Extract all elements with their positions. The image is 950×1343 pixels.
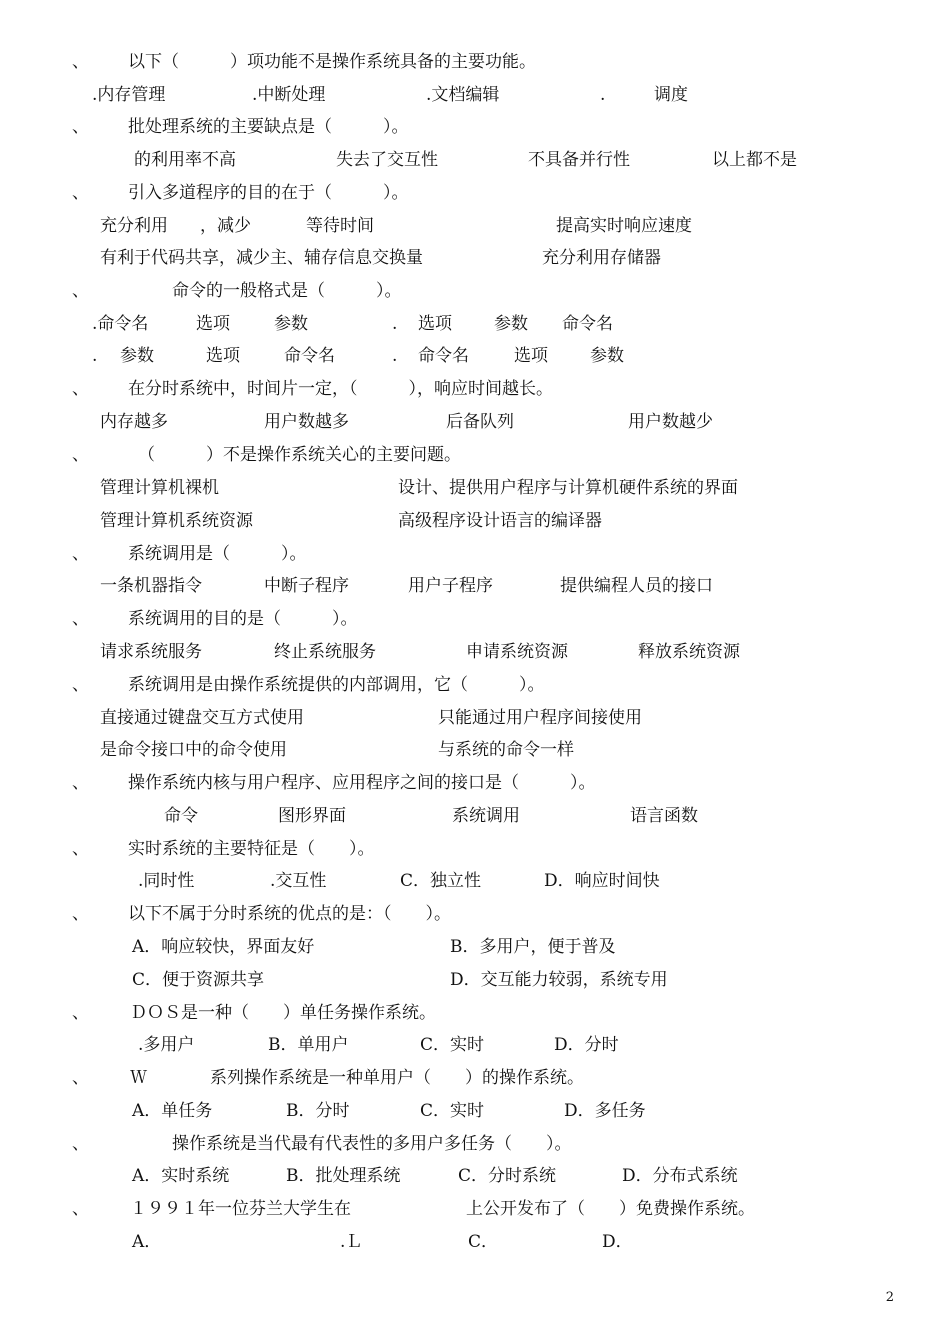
question-text: ＤＯＳ是一种（ ）单任务操作系统。 [130,1003,436,1023]
question-text: 操作系统是当代最有代表性的多用户多任务（ ）。 [172,1134,572,1154]
option: 提高实时响应速度 [556,216,692,236]
question-number-mark: 、 [72,183,89,203]
option: 只能通过用户程序间接使用 [438,708,642,728]
option: A．响应较快，界面友好 [132,937,315,957]
option: . [392,346,398,366]
question-number-mark: 、 [72,544,89,564]
question-text: 系统调用的目的是（ ）。 [128,609,358,629]
option-row [0,637,950,667]
question-number-mark: 、 [72,609,89,629]
option: 内存越多 [100,412,168,432]
option: . [92,346,98,366]
option: 管理计算机裸机 [100,478,219,498]
question-stem [0,1063,950,1093]
question-stem [0,276,950,306]
question-stem [0,604,950,634]
option: 语言函数 [630,806,698,826]
question-text: 命令的一般格式是（ ）。 [172,281,402,301]
option: 中断子程序 [264,576,349,596]
option: 系统调用 [452,806,520,826]
option: A．单任务 [132,1101,213,1121]
option-row [0,80,950,110]
question-number-mark: 、 [72,675,89,695]
option: B．分时 [286,1101,350,1121]
option: C．分时系统 [458,1166,557,1186]
option: 直接通过键盘交互方式使用 [100,708,304,728]
question-stem [0,834,950,864]
option-row [0,703,950,733]
option: 有利于代码共享，减少主、辅存信息交换量 [100,248,423,268]
option: 参数 [274,314,308,334]
question-number-mark: 、 [72,52,89,72]
question-number-mark: 、 [72,445,89,465]
question-text: 上公开发布了（ ）免费操作系统。 [466,1199,755,1219]
question-stem [0,998,950,1028]
option: C． [468,1232,499,1252]
option: 选项 [206,346,240,366]
question-stem [0,47,950,77]
option: 的利用率不高 [134,150,236,170]
option: A．实时系统 [132,1166,230,1186]
option: B．多用户，便于普及 [450,937,616,957]
question-text: 实时系统的主要特征是（ ）。 [128,839,375,859]
question-text: 系统调用是由操作系统提供的内部调用，它（ ）。 [128,675,545,695]
option: 用户子程序 [408,576,493,596]
question-stem [0,539,950,569]
option: 选项 [418,314,452,334]
question-number-mark: 、 [72,117,89,137]
question-number-mark: 、 [72,379,89,399]
option: 参数 [494,314,528,334]
option-row [0,341,950,371]
option: C．独立性 [400,871,482,891]
option: .中断处理 [252,85,326,105]
option: 高级程序设计语言的编译器 [398,511,602,531]
question-text: 批处理系统的主要缺点是（ ）。 [128,117,409,137]
option: 请求系统服务 [100,642,202,662]
option: D．分布式系统 [622,1166,738,1186]
question-stem [0,1194,950,1224]
option: 图形界面 [278,806,346,826]
option-row [0,1161,950,1191]
question-stem [0,670,950,700]
option: 选项 [196,314,230,334]
option: 是命令接口中的命令使用 [100,740,287,760]
question-number-mark: 、 [72,1003,89,1023]
question-text: 操作系统内核与用户程序、应用程序之间的接口是（ ）。 [128,773,596,793]
option: 失去了交互性 [336,150,438,170]
option: .同时性 [138,871,195,891]
option: .文档编辑 [426,85,500,105]
option: 命令名 [418,346,469,366]
question-number-mark: 、 [72,839,89,859]
option-row [0,965,950,995]
question-number-mark: 、 [72,1199,89,1219]
option: 命令名 [562,314,613,334]
question-text: （ ）不是操作系统关心的主要问题。 [138,445,461,465]
question-text: 在分时系统中，时间片一定，（ ），响应时间越长。 [128,379,553,399]
option: C．便于资源共享 [132,970,265,990]
option: B．单用户 [268,1035,349,1055]
option-row [0,1227,950,1257]
option-row [0,735,950,765]
option: C．实时 [420,1101,485,1121]
option-row [0,866,950,896]
question-stem [0,899,950,929]
option-row [0,932,950,962]
question-text: 系统调用是（ ）。 [128,544,307,564]
question-number-mark: 、 [72,1134,89,1154]
option: .多用户 [138,1035,195,1055]
question-text: Ｗ [130,1068,147,1088]
question-number-mark: 、 [72,773,89,793]
option: .命令名 [92,314,149,334]
option-row [0,801,950,831]
option-row [0,407,950,437]
question-number-mark: 、 [72,1068,89,1088]
option: 以上都不是 [712,150,797,170]
option: ，减少 [200,216,251,236]
question-text: １９９１年一位芬兰大学生在 [130,1199,351,1219]
question-number-mark: 、 [72,904,89,924]
option: D．响应时间快 [544,871,660,891]
option: D．交互能力较弱，系统专用 [450,970,668,990]
option: 命令 [164,806,198,826]
option: 充分利用 [100,216,168,236]
option: 用户数越多 [264,412,349,432]
option-row [0,309,950,339]
option: 与系统的命令一样 [438,740,574,760]
option: . [600,85,606,105]
option: 等待时间 [306,216,374,236]
option: 充分利用存储器 [542,248,661,268]
option: 释放系统资源 [638,642,740,662]
question-text: 系列操作系统是一种单用户（ ）的操作系统。 [210,1068,584,1088]
option: 申请系统资源 [466,642,568,662]
option: 用户数越少 [628,412,713,432]
question-stem [0,112,950,142]
option: 提供编程人员的接口 [560,576,713,596]
option: D． [602,1232,633,1252]
question-text: 以下（ ）项功能不是操作系统具备的主要功能。 [128,52,536,72]
option-row [0,211,950,241]
question-number-mark: 、 [72,281,89,301]
option: 后备队列 [446,412,514,432]
option-row [0,506,950,536]
option: A． [132,1232,162,1252]
question-stem [0,178,950,208]
option-row [0,473,950,503]
option: 命令名 [284,346,335,366]
option: 调度 [654,85,688,105]
page-number: 2 [885,1290,894,1305]
option: 不具备并行性 [528,150,630,170]
option-row [0,243,950,273]
option: .交互性 [270,871,327,891]
question-stem [0,374,950,404]
option: 参数 [120,346,154,366]
option: D．分时 [554,1035,619,1055]
option: 选项 [514,346,548,366]
option: .内存管理 [92,85,166,105]
option: B．批处理系统 [286,1166,401,1186]
option: . [392,314,398,334]
option: .Ｌ [340,1232,363,1252]
option-row [0,571,950,601]
option: 设计、提供用户程序与计算机硬件系统的界面 [398,478,738,498]
option: C．实时 [420,1035,485,1055]
option-row [0,1096,950,1126]
option: 参数 [590,346,624,366]
option: 管理计算机系统资源 [100,511,253,531]
option: 一条机器指令 [100,576,202,596]
option-row [0,1030,950,1060]
question-stem [0,440,950,470]
option: 终止系统服务 [274,642,376,662]
question-text: 以下不属于分时系统的优点的是：（ ）。 [128,904,451,924]
question-text: 引入多道程序的目的在于（ ）。 [128,183,409,203]
option: D．多任务 [564,1101,646,1121]
question-stem [0,768,950,798]
question-stem [0,1129,950,1159]
option-row [0,145,950,175]
